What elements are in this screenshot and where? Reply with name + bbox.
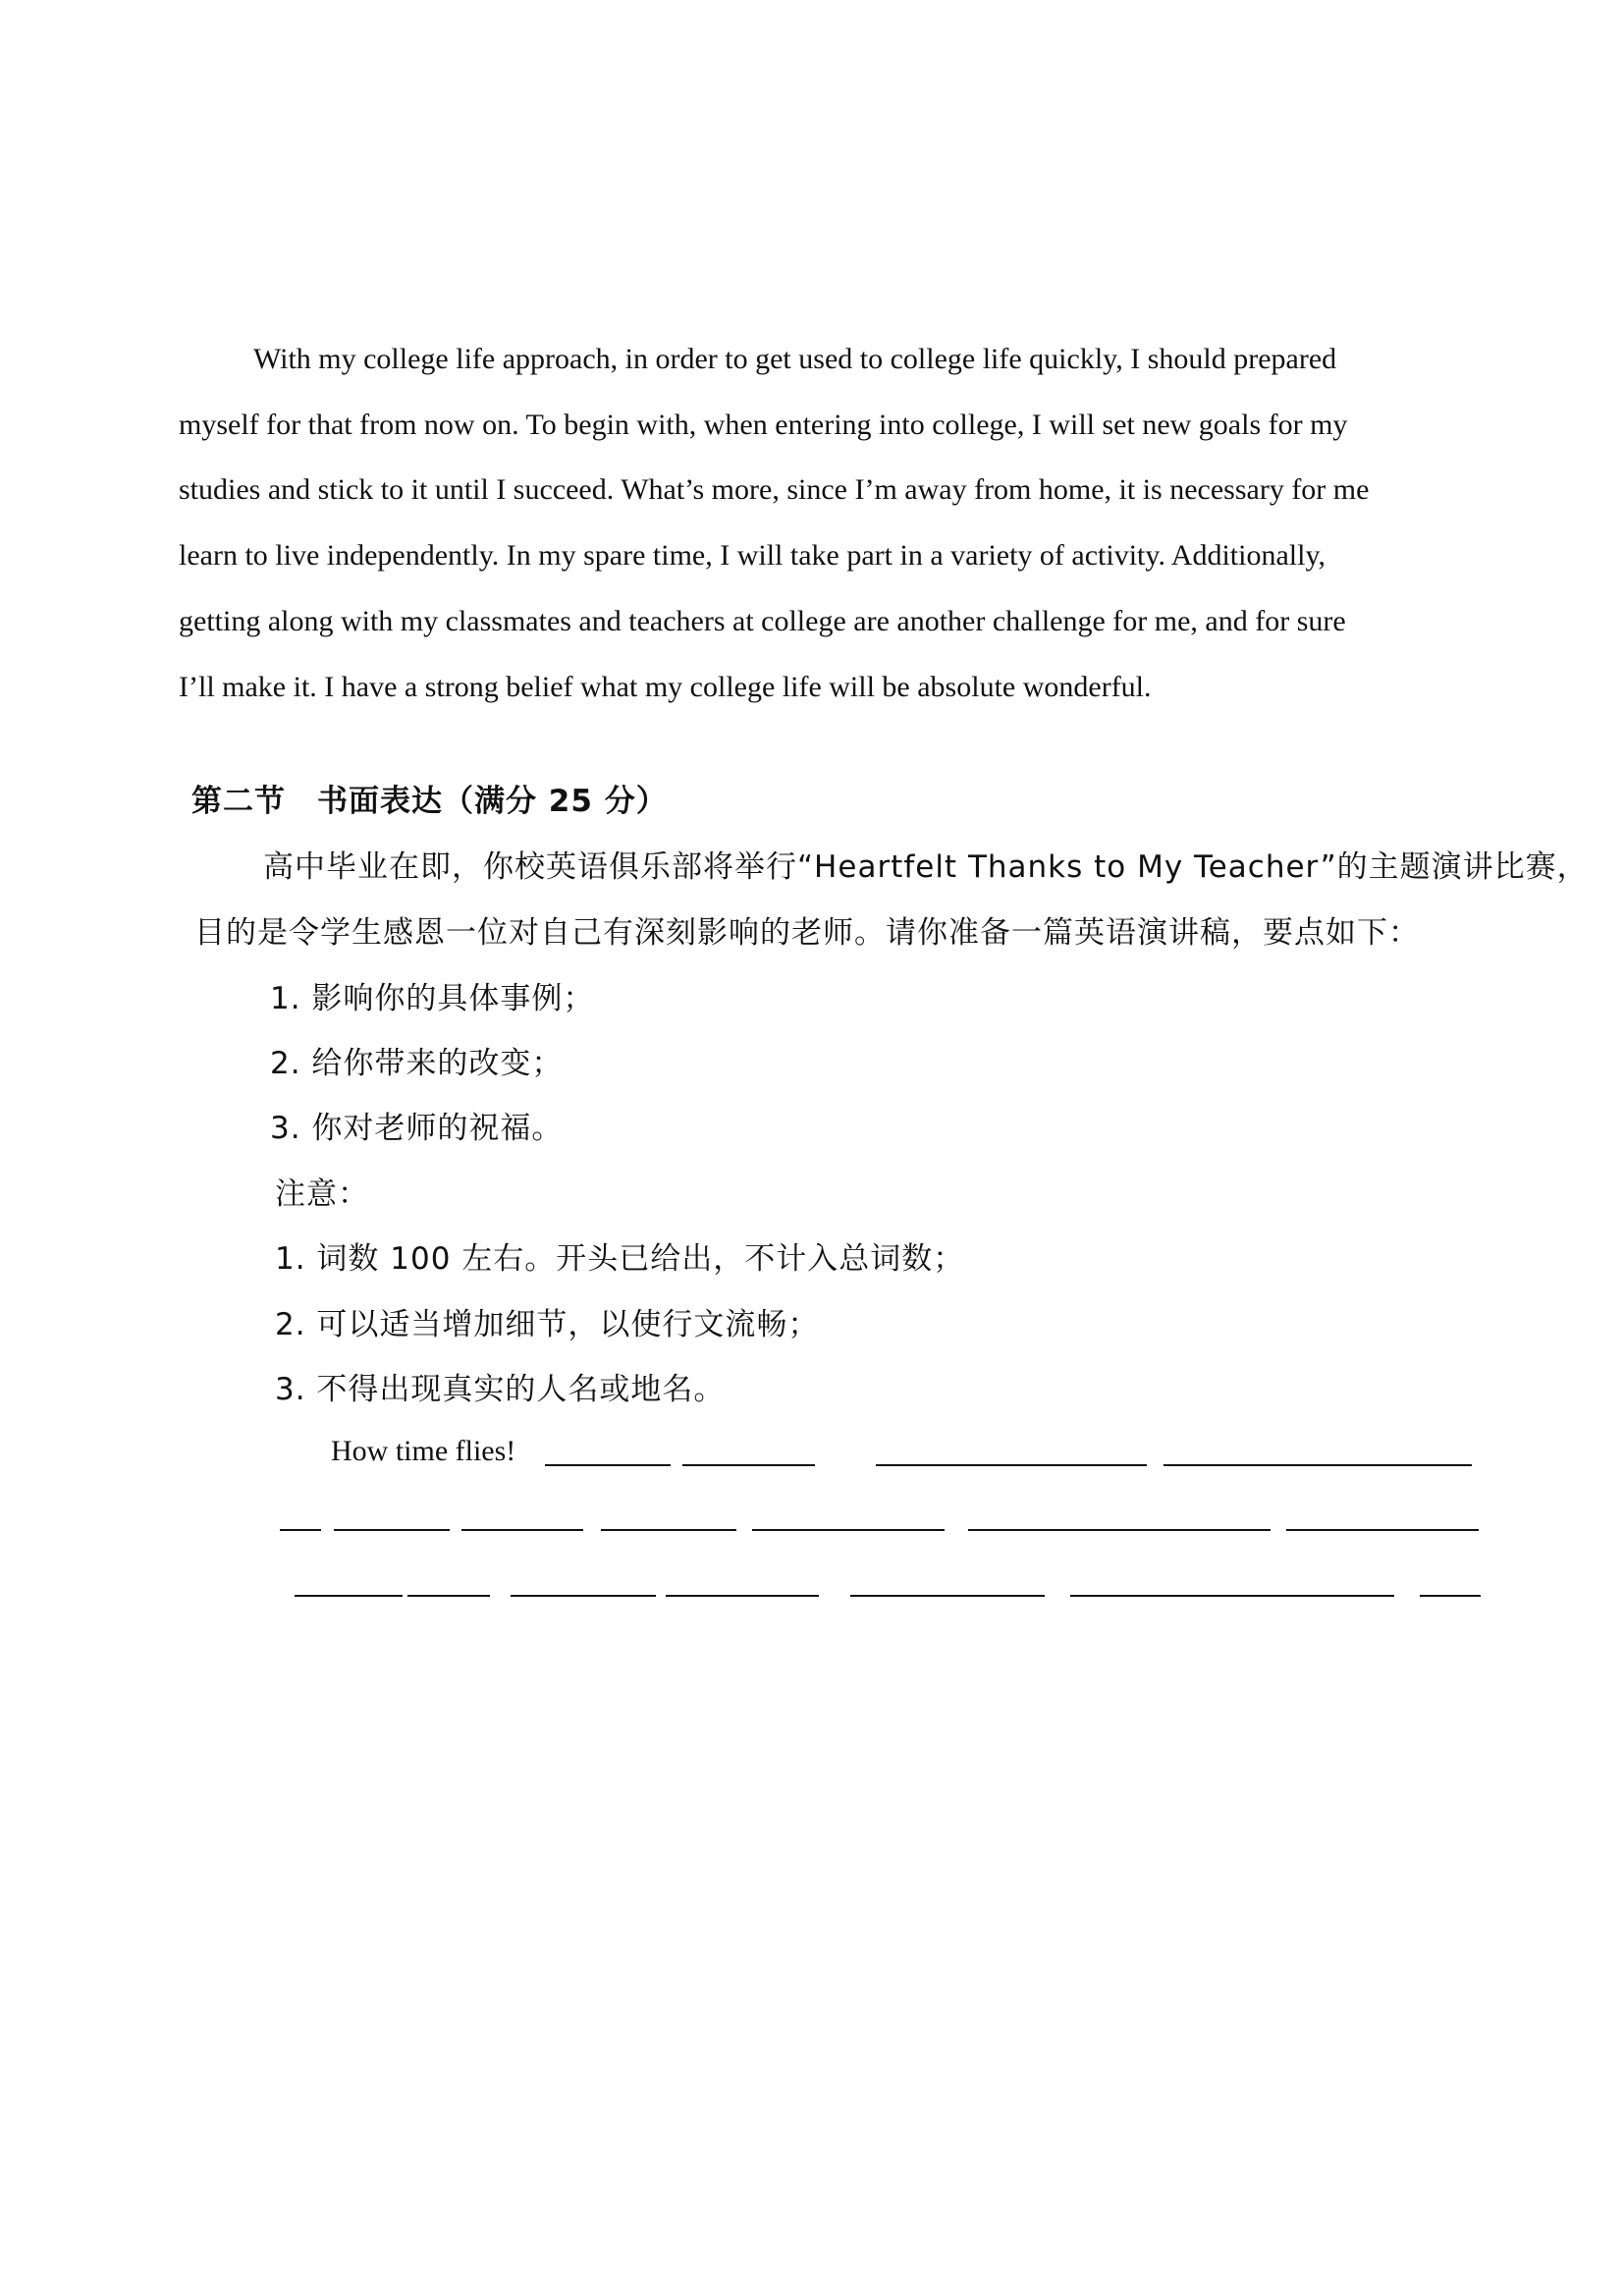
answer-blank (461, 1529, 583, 1531)
answer-blank (682, 1464, 815, 1466)
answer-blank (601, 1529, 736, 1531)
section-title: 第二节 书面表达（满分 25 分） (191, 784, 668, 819)
note-2: 2. 可以适当增加细节，以使行文流畅； (275, 1307, 820, 1342)
paragraph-line-3: studies and stick to it until I succeed. What’s more, since I’m away from home, it is necessary for me (179, 473, 1370, 506)
answer-blank (1286, 1529, 1479, 1531)
point-2: 2. 给你带来的改变； (270, 1046, 564, 1081)
answer-blank (334, 1529, 450, 1531)
notes-label: 注意： (275, 1176, 369, 1212)
answer-blank (1163, 1464, 1472, 1466)
paragraph-line-1: With my college life approach, in order to get used to college life quickly, I should prepared (253, 343, 1337, 375)
note-1: 1. 词数 100 左右。开头已给出，不计入总词数； (275, 1241, 965, 1277)
paragraph-line-4: learn to live independently. In my spare time, I will take part in a variety of activity. Additionally, (179, 539, 1325, 572)
answer-blank (511, 1595, 656, 1597)
point-3: 3. 你对老师的祝福。 (270, 1111, 564, 1146)
answer-blank (666, 1595, 819, 1597)
paragraph-line-5: getting along with my classmates and teachers at college are another challenge for me, and for sure (179, 605, 1346, 637)
answer-blank (280, 1529, 321, 1531)
starter-text: How time flies! (331, 1435, 516, 1467)
answer-blank (1070, 1595, 1394, 1597)
intro-line-2: 目的是令学生感恩一位对自己有深刻影响的老师。请你准备一篇英语演讲稿，要点如下： (194, 915, 1420, 951)
answer-blank (968, 1529, 1271, 1531)
note-3: 3. 不得出现真实的人名或地名。 (275, 1372, 726, 1407)
answer-blank (407, 1595, 490, 1597)
intro-line-1: 高中毕业在即，你校英语俱乐部将举行“Heartfelt Thanks to My Teacher”的主题演讲比赛， (263, 849, 1589, 885)
answer-blank (876, 1464, 1147, 1466)
answer-blank (752, 1529, 945, 1531)
answer-blank (850, 1595, 1045, 1597)
paragraph-line-6: I’ll make it. I have a strong belief what my college life will be absolute wonderful. (179, 671, 1152, 703)
answer-blank (295, 1595, 403, 1597)
answer-blank (545, 1464, 671, 1466)
paragraph-line-2: myself for that from now on. To begin with, when entering into college, I will set new goals for my (179, 409, 1348, 441)
answer-blank (1420, 1595, 1481, 1597)
point-1: 1. 影响你的具体事例； (270, 981, 595, 1016)
